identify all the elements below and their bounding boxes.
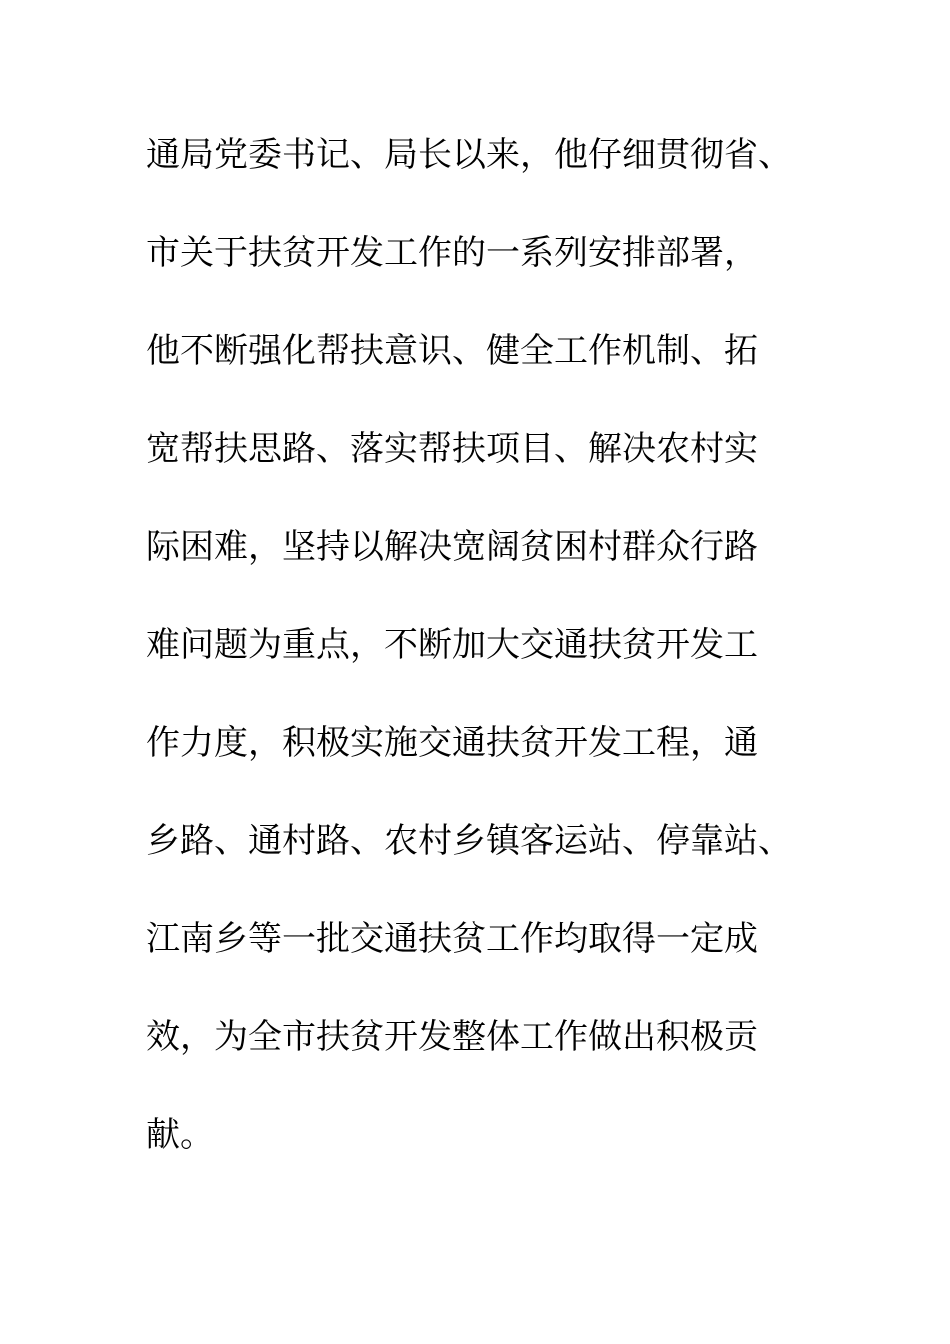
text-line-9: 江南乡等一批交通扶贫工作均取得一定成 [146, 919, 758, 959]
text-line-6: 难问题为重点，不断加大交通扶贫开发工 [146, 625, 758, 665]
text-line-4: 宽帮扶思路、落实帮扶项目、解决农村实 [146, 429, 758, 469]
text-line-7: 作力度，积极实施交通扶贫开发工程，通 [146, 723, 758, 763]
text-line-8: 乡路、通村路、农村乡镇客运站、停靠站、 [146, 821, 792, 861]
text-line-1: 通局党委书记、局长以来，他仔细贯彻省、 [146, 135, 792, 175]
text-line-2: 市关于扶贫开发工作的一系列安排部署， [146, 233, 758, 273]
body-paragraph [146, 124, 846, 1202]
text-line-10: 效，为全市扶贫开发整体工作做出积极贡 [146, 1017, 758, 1057]
text-line-11: 献。 [146, 1115, 214, 1155]
text-line-3: 他不断强化帮扶意识、健全工作机制、拓 [146, 331, 758, 371]
text-line-5: 际困难，坚持以解决宽阔贫困村群众行路 [146, 527, 758, 567]
